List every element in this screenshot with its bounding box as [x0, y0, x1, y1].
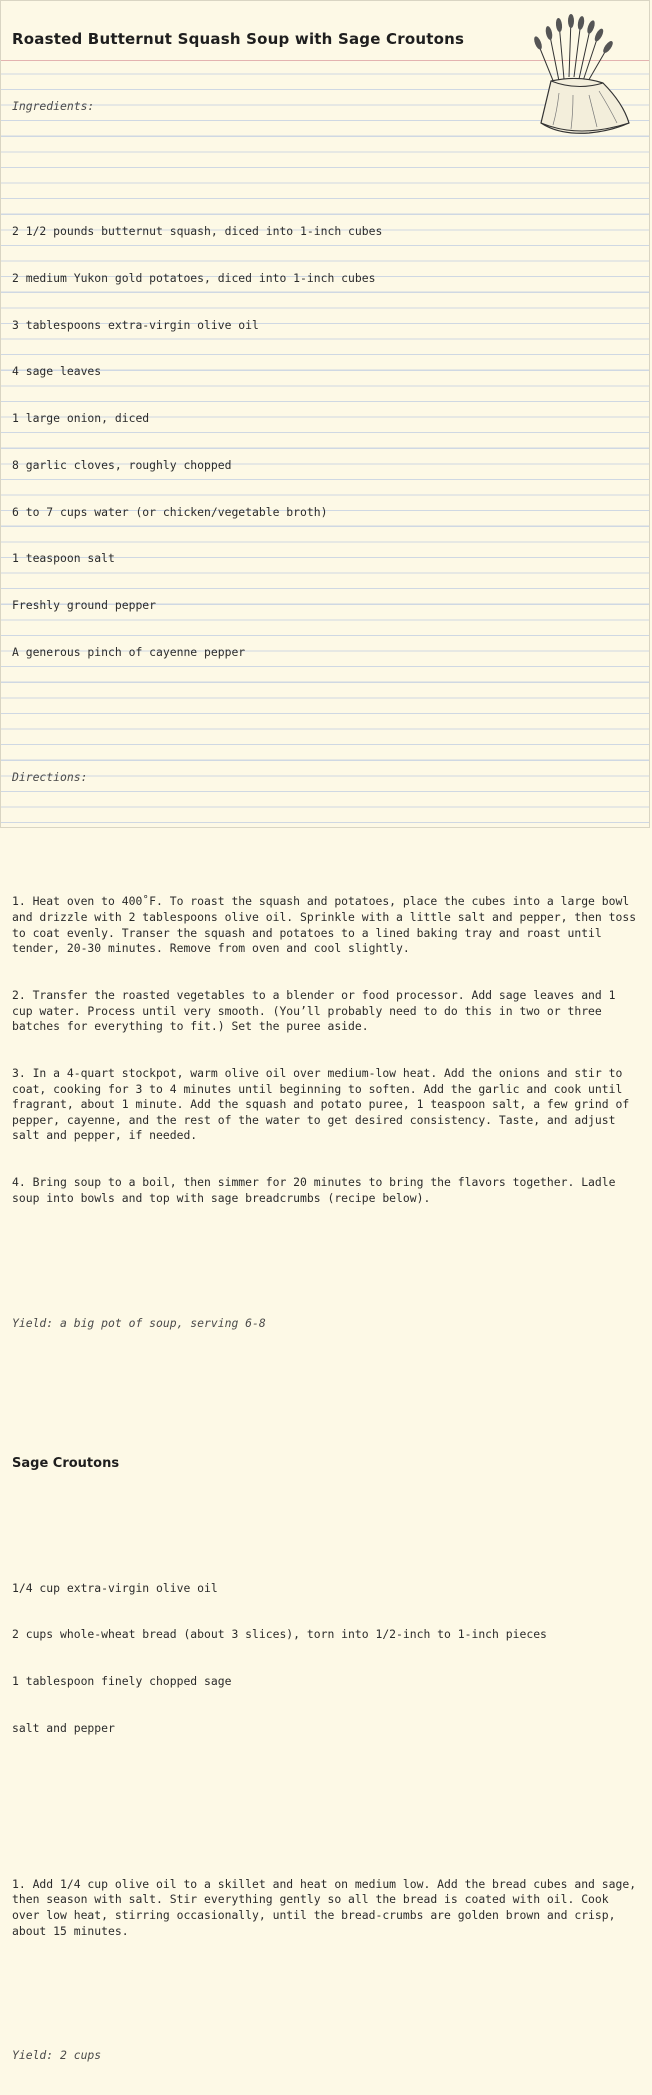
- directions-label: Directions:: [12, 769, 88, 784]
- list-item: A generous pinch of cayenne pepper: [12, 644, 246, 659]
- list-item: 2 1/2 pounds butternut squash, diced into 1-inch cubes: [12, 223, 383, 238]
- direction-step: 1. Heat oven to 400˚F. To roast the squash and potatoes, place the cubes into a large bowl and drizzle with 2 tablespoons olive oil. Sprinkle with a little salt and pepper, then toss to coat evenly. Transer the squash and potatoes to a lined baking tray and roast until tender, 20-30 minutes. Remove from oven and cool slightly.: [12, 894, 643, 956]
- list-item: 1 teaspoon salt: [12, 551, 115, 566]
- list-item: salt and pepper: [12, 1720, 115, 1735]
- ingredients-list: [12, 193, 639, 692]
- direction-step: 4. Bring soup to a boil, then simmer for 20 minutes to bring the flavors together. Ladle soup into bowls and top with sage breadcrumbs (recipe below).: [12, 1175, 623, 1205]
- croutons-ingredients-list: [12, 1549, 639, 1767]
- list-item: Freshly ground pepper: [12, 598, 157, 613]
- list-item: 6 to 7 cups water (or chicken/vegetable broth): [12, 504, 328, 519]
- list-item: 4 sage leaves: [12, 364, 102, 379]
- direction-step: 3. In a 4-quart stockpot, warm olive oil over medium-low heat. Add the onions and stir to coat, cooking for 3 to 4 minutes until beginning to soften. Add the garlic and cook until fragrant, about 1 minute. Add the squash and potato puree, 1 teaspoon salt, a few grind of pepper, cayenne, and the rest of the water to get desired consistency. Taste, and adjust salt and pepper, if needed.: [12, 1066, 637, 1143]
- yield-croutons: Yield: 2 cups: [12, 2048, 102, 2063]
- recipe-content: [12, 68, 643, 2095]
- list-item: 2 cups whole-wheat bread (about 3 slices), torn into 1/2-inch to 1-inch pieces: [12, 1627, 547, 1642]
- list-item: 1/4 cup extra-virgin olive oil: [12, 1580, 218, 1595]
- yield-soup: Yield: a big pot of soup, serving 6-8: [12, 1315, 266, 1330]
- ingredients-label: Ingredients:: [12, 99, 95, 114]
- direction-step: 2. Transfer the roasted vegetables to a blender or food processor. Add sage leaves and 1 cup water. Process until very smooth. (You’ll probably need to do this in two or three batches for everything to fit.) Set the puree aside.: [12, 988, 623, 1034]
- list-item: 8 garlic cloves, roughly chopped: [12, 457, 232, 472]
- list-item: 1 tablespoon finely chopped sage: [12, 1674, 232, 1689]
- directions-list: [12, 863, 643, 1237]
- recipe-title: Roasted Butternut Squash Soup with Sage Croutons: [12, 30, 465, 48]
- list-item: 3 tablespoons extra-virgin olive oil: [12, 317, 259, 332]
- list-item: 1 large onion, diced: [12, 411, 150, 426]
- list-item: 2 medium Yukon gold potatoes, diced into 1-inch cubes: [12, 270, 376, 285]
- direction-step: 1. Add 1/4 cup olive oil to a skillet and heat on medium low. Add the bread cubes and sage, then season with salt. Stir everything gently so all the bread is coated with oil. Cook over low heat, stirring occasionally, until the bread-crumbs are golden brown and crisp, about 15 minutes.: [12, 1876, 643, 1938]
- croutons-title: Sage Croutons: [12, 1455, 120, 1471]
- croutons-directions-list: [12, 1846, 643, 1971]
